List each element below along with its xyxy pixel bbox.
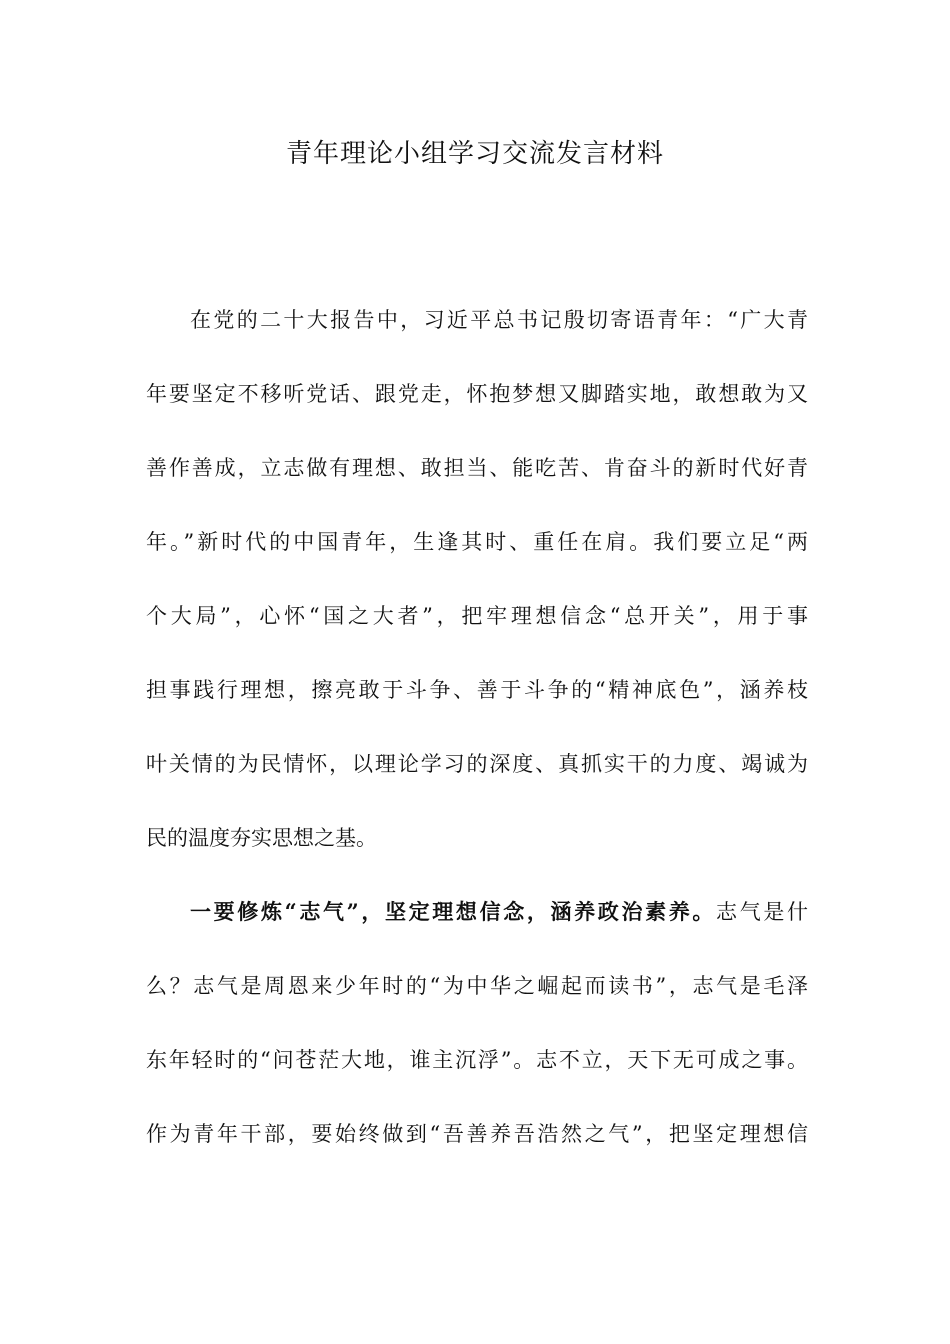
text-line: 么？志气是周恩来少年时的“为中华之崛起而读书”，志气是毛泽 xyxy=(146,974,808,998)
document-body xyxy=(146,283,808,1171)
document-title: 青年理论小组学习交流发言材料 xyxy=(285,139,664,169)
text-line: 东年轻时的“问苍茫大地，谁主沉浮”。志不立，天下无可成之事。 xyxy=(146,1048,808,1072)
text-line: 作为青年干部，要始终做到“吾善养吾浩然之气”，把坚定理想信 xyxy=(146,1122,808,1146)
paragraph-aspiration xyxy=(146,875,808,1171)
text-line: 年要坚定不移听党话、跟党走，怀抱梦想又脚踏实地，敢想敢为又 xyxy=(146,382,808,406)
section-heading: 一要修炼“志气”，坚定理想信念，涵养政治素养。 xyxy=(190,899,717,924)
paragraph-intro xyxy=(146,283,808,875)
text-line: 叶关情的为民情怀，以理论学习的深度、真抓实干的力度、竭诚为 xyxy=(146,752,808,776)
text-line: 个大局”，心怀“国之大者”，把牢理想信念“总开关”，用于事 xyxy=(146,604,808,628)
text-line: 民的温度夯实思想之基。 xyxy=(146,826,377,850)
text-line: 担事践行理想，擦亮敢于斗争、善于斗争的“精神底色”，涵养枝 xyxy=(146,678,808,702)
text-line: 年。”新时代的中国青年，生逢其时、重任在肩。我们要立足“两 xyxy=(146,530,808,554)
text-line: 善作善成，立志做有理想、敢担当、能吃苦、肯奋斗的新时代好青 xyxy=(146,456,808,480)
heading-lead-text: 志气是什 xyxy=(716,900,808,924)
text-line: 在党的二十大报告中，习近平总书记殷切寄语青年：“广大青 xyxy=(190,308,808,332)
text-line-first xyxy=(146,875,808,949)
